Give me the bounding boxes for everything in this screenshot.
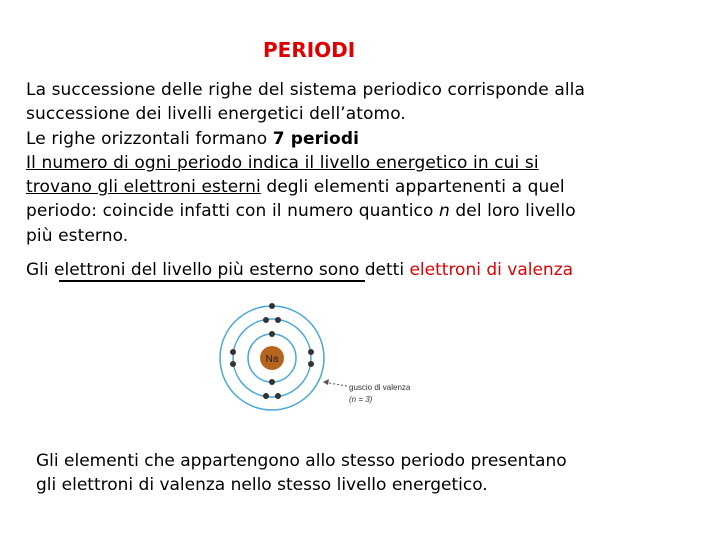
electron [308, 349, 314, 355]
valence-shell-n: (n = 3) [349, 395, 373, 404]
para-line-4: Il numero di ogni periodo indica il livello energetico in cui si [26, 152, 539, 173]
para-line-5-text: degli elementi appartenenti a quel [260, 177, 565, 198]
valence-electrons-term: elettroni di valenza [409, 260, 574, 280]
electron [230, 349, 236, 355]
note-line-1: Gli elementi che appartengono allo stesso periodo presentano [36, 451, 567, 471]
para-line-1: La successione delle righe del sistema periodico corrisponde alla [26, 80, 586, 100]
valence-electron [269, 303, 275, 309]
conclusion-note [36, 449, 696, 497]
electron [275, 317, 281, 323]
valence-sentence [26, 258, 573, 282]
page-title: PERIODI [263, 38, 356, 62]
valence-text-a: Gli [26, 260, 55, 280]
para-line-7: più esterno. [26, 225, 129, 246]
electron [230, 361, 236, 367]
outer-level-underline [59, 280, 365, 282]
para-line-2: successione dei livelli energetici dell’atomo. [26, 104, 406, 125]
outer-level-electrons: elettroni del livello più esterno [54, 260, 314, 280]
para-line-5 [26, 175, 706, 199]
para-line-6 [26, 199, 706, 223]
note-line-2: gli elettroni di valenza nello stesso livello energetico. [36, 475, 488, 495]
para-line-3-text: Le righe orizzontali formano [26, 128, 273, 149]
nucleus-label: Na [265, 354, 279, 365]
quantum-number-n: n [438, 201, 450, 222]
electron [308, 361, 314, 367]
seven-periods-emphasis: 7 periodi [272, 128, 360, 149]
sodium-atom-diagram [215, 290, 411, 420]
valence-text-c: sono detti [313, 260, 410, 280]
para-line-6-text: periodo: coincide infatti con il numero quantico [26, 201, 439, 222]
pointer-arrowhead [323, 379, 329, 385]
valence-shell-label: guscio di valenza [349, 383, 411, 392]
external-electrons-underlined: trovano gli elettroni esterni [26, 177, 261, 198]
electron [263, 317, 269, 323]
para-line-3 [26, 127, 706, 151]
intro-paragraph [26, 78, 706, 248]
electron [275, 393, 281, 399]
para-line-6-tail: del loro livello [449, 201, 576, 222]
electron [263, 393, 269, 399]
electron [269, 379, 275, 385]
electron [269, 331, 275, 337]
